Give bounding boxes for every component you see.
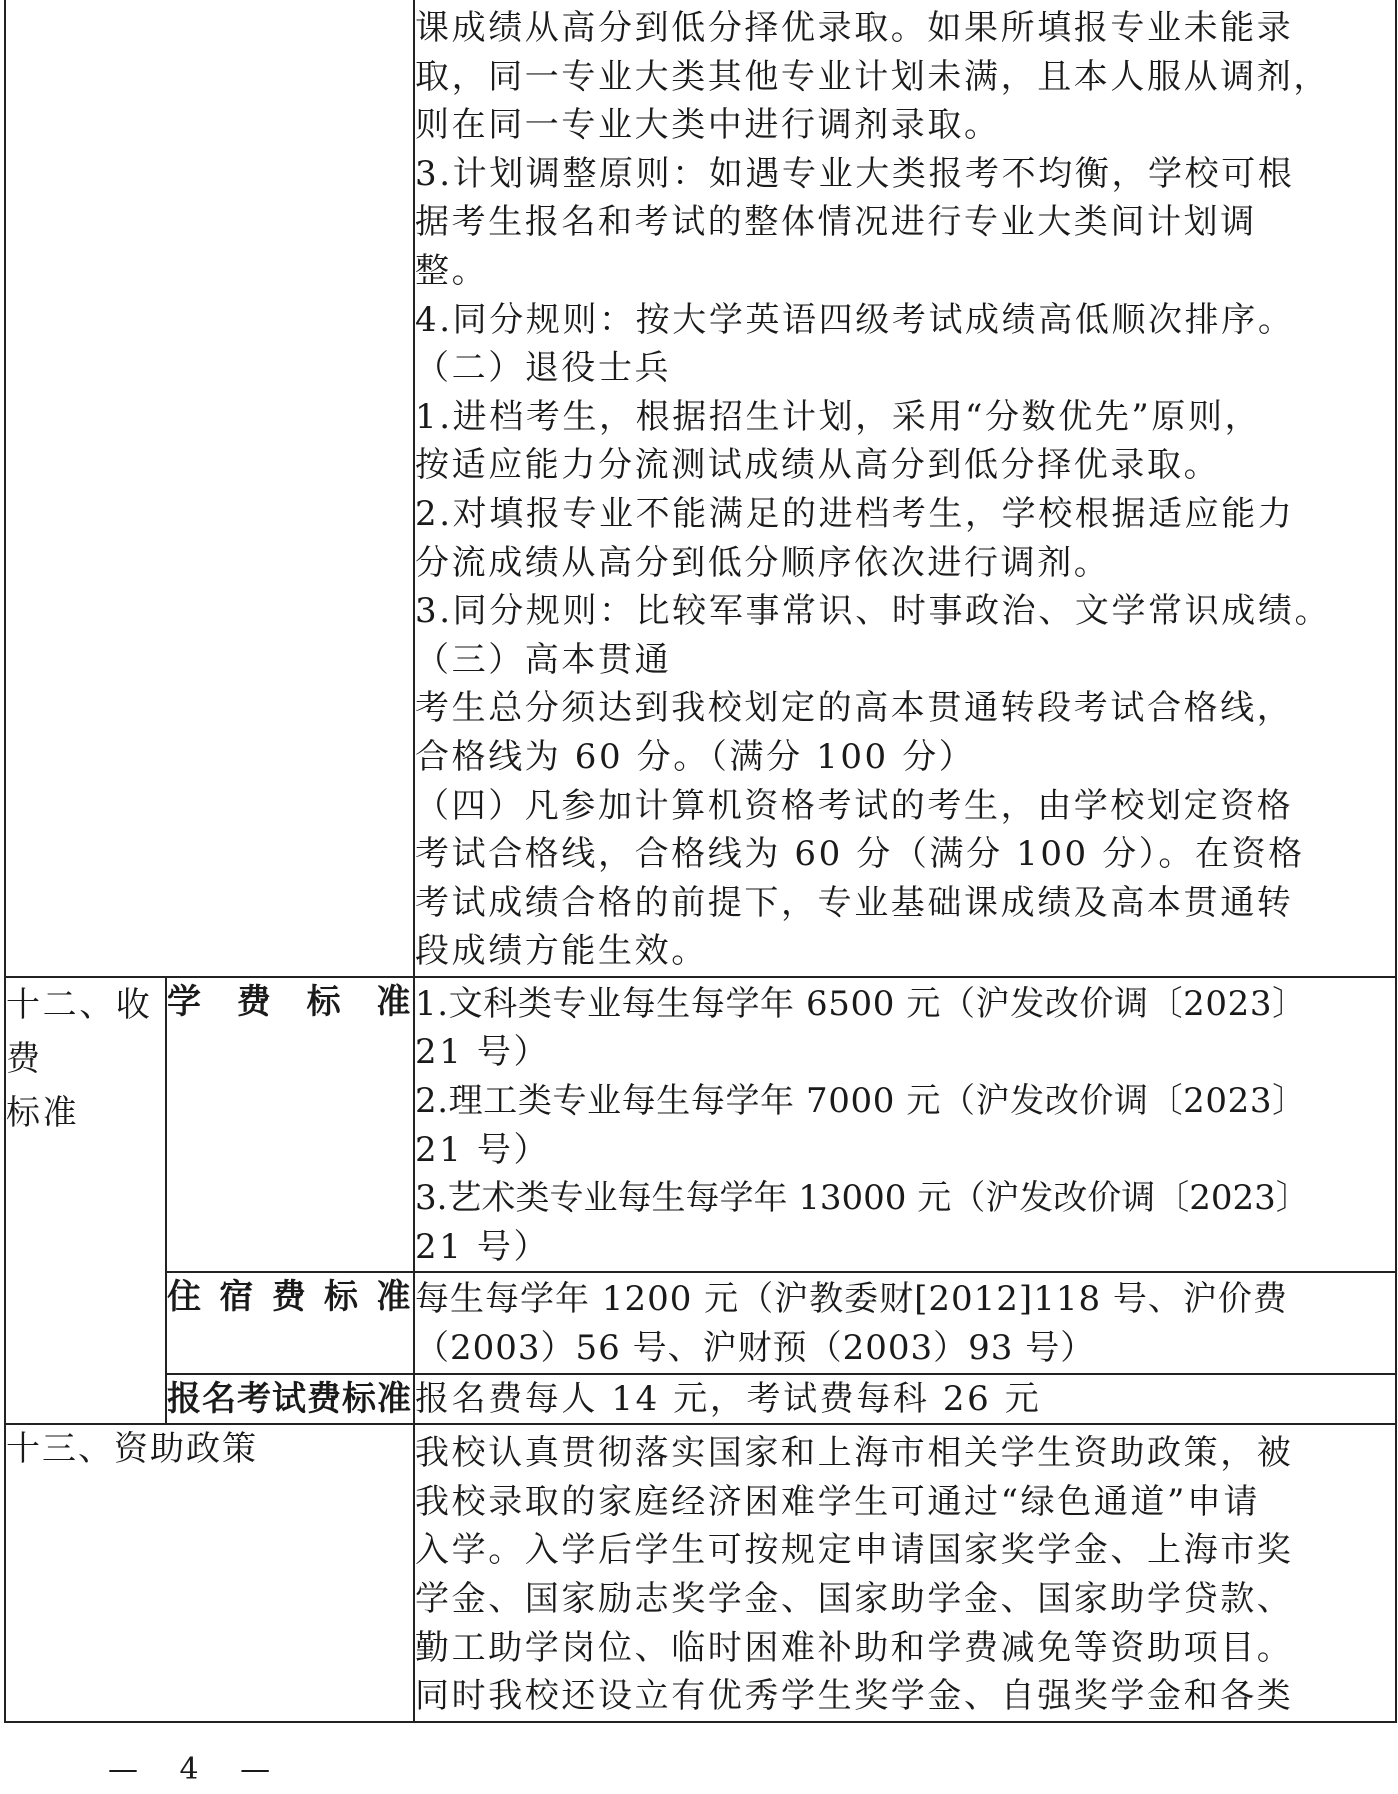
text-line: 合格线为 60 分。（满分 100 分）	[415, 736, 976, 777]
tuition-label-char: 准	[376, 981, 413, 1022]
enrollment-rules-content	[414, 0, 1396, 977]
aid-content	[414, 1424, 1396, 1722]
dorm-label-char: 费	[271, 1277, 309, 1318]
dorm-fee-label	[166, 1272, 414, 1373]
text-line: 3.同分规则：比较军事常识、时事政治、文学常识成绩。	[415, 591, 1332, 632]
exam-fee-label	[166, 1374, 414, 1425]
text-line: 2.对填报专业不能满足的进档考生，学校根据适应能力	[415, 493, 1295, 534]
fees-label-line2: 标准	[6, 1092, 80, 1133]
text-line: 课成绩从高分到低分择优录取。如果所填报专业未能录	[415, 8, 1294, 48]
text-line: （三）高本贯通	[415, 639, 672, 680]
text-line: （2003）56 号、沪财预（2003）93 号）	[415, 1328, 1096, 1369]
text-line: 21 号）	[415, 1032, 551, 1073]
aid-label-text: 十三、资助政策	[6, 1429, 258, 1470]
table-row-aid	[5, 1424, 1396, 1722]
text-line: 同时我校还设立有优秀学生奖学金、自强奖学金和各类	[415, 1676, 1294, 1717]
dorm-label-char: 标	[324, 1277, 361, 1318]
text-line: 21 号）	[415, 1129, 551, 1170]
text-line: 整。	[415, 250, 489, 291]
page-number: — 4 —	[108, 1752, 287, 1787]
text-line: 考生总分须达到我校划定的高本贯通转段考试合格线，	[415, 688, 1294, 729]
text-line: 段成绩方能生效。	[415, 931, 708, 972]
text-line: 1.文科类专业每生每学年 6500 元（沪发改价调〔2023〕	[415, 983, 1307, 1024]
text-line: 我校认真贯彻落实国家和上海市相关学生资助政策，被	[415, 1433, 1294, 1474]
text-line: 2.理工类专业每生每学年 7000 元（沪发改价调〔2023〕	[415, 1081, 1307, 1122]
exam-fee-label-text: 报名考试费标准	[167, 1378, 412, 1419]
text-line: 4.同分规则：按大学英语四级考试成绩高低顺次排序。	[415, 299, 1295, 340]
aid-section-label	[5, 1424, 414, 1722]
text-line: 学金、国家励志奖学金、国家助学金、国家助学贷款、	[415, 1579, 1294, 1619]
text-line: 按适应能力分流测试成绩从高分到低分择优录取。	[415, 445, 1221, 486]
text-line: 入学。入学后学生可按规定申请国家奖学金、上海市奖	[415, 1530, 1294, 1571]
tuition-label	[166, 977, 414, 1273]
text-line: 我校录取的家庭经济困难学生可通过“绿色通道”申请	[415, 1481, 1261, 1522]
text-line: 每生每学年 1200 元（沪教委财[2012]118 号、沪价费	[415, 1279, 1288, 1320]
text-line: （二）退役士兵	[415, 348, 672, 389]
empty-label-cell	[5, 0, 414, 977]
text-line: 取，同一专业大类其他专业计划未满，且本人服从调剂，	[415, 56, 1330, 97]
dorm-label-char: 住	[167, 1277, 204, 1318]
fees-label-line1: 十二、收费	[6, 984, 153, 1079]
table-row-dorm	[5, 1272, 1396, 1373]
dorm-label-char: 宿	[219, 1277, 256, 1318]
text-line: 据考生报名和考试的整体情况进行专业大类间计划调	[415, 202, 1257, 243]
text-line: 考试成绩合格的前提下，专业基础课成绩及高本贯通转	[415, 882, 1294, 923]
dorm-label-char: 准	[376, 1277, 413, 1318]
text-line: （四）凡参加计算机资格考试的考生，由学校划定资格	[415, 785, 1294, 826]
text-line: 报名费每人 14 元，考试费每科 26 元	[415, 1378, 1042, 1419]
exam-fee-content	[414, 1374, 1396, 1425]
table-row-enrollment-rules	[5, 0, 1396, 977]
text-line: 则在同一专业大类中进行调剂录取。	[415, 105, 1001, 146]
text-line: 1.进档考生，根据招生计划，采用“分数优先”原则，	[415, 396, 1262, 437]
tuition-label-char: 学	[167, 981, 204, 1022]
tuition-content	[414, 977, 1396, 1273]
text-line: 3.艺术类专业每生每学年 13000 元（沪发改价调〔2023〕	[415, 1178, 1310, 1219]
dorm-fee-content	[414, 1272, 1396, 1373]
text-line: 勤工助学岗位、临时困难补助和学费减免等资助项目。	[415, 1627, 1294, 1668]
text-line: 分流成绩从高分到低分顺序依次进行调剂。	[415, 542, 1111, 583]
admission-info-table	[4, 0, 1397, 1723]
tuition-label-char: 标	[306, 981, 344, 1022]
text-line: 3.计划调整原则：如遇专业大类报考不均衡，学校可根	[415, 153, 1295, 194]
text-line: 21 号）	[415, 1226, 551, 1267]
text-line: 考试合格线，合格线为 60 分（满分 100 分）。在资格	[415, 834, 1305, 875]
tuition-label-char: 费	[236, 981, 274, 1022]
table-row-tuition	[5, 977, 1396, 1273]
fees-section-label	[5, 977, 166, 1424]
table-row-exam-fee	[5, 1374, 1396, 1425]
